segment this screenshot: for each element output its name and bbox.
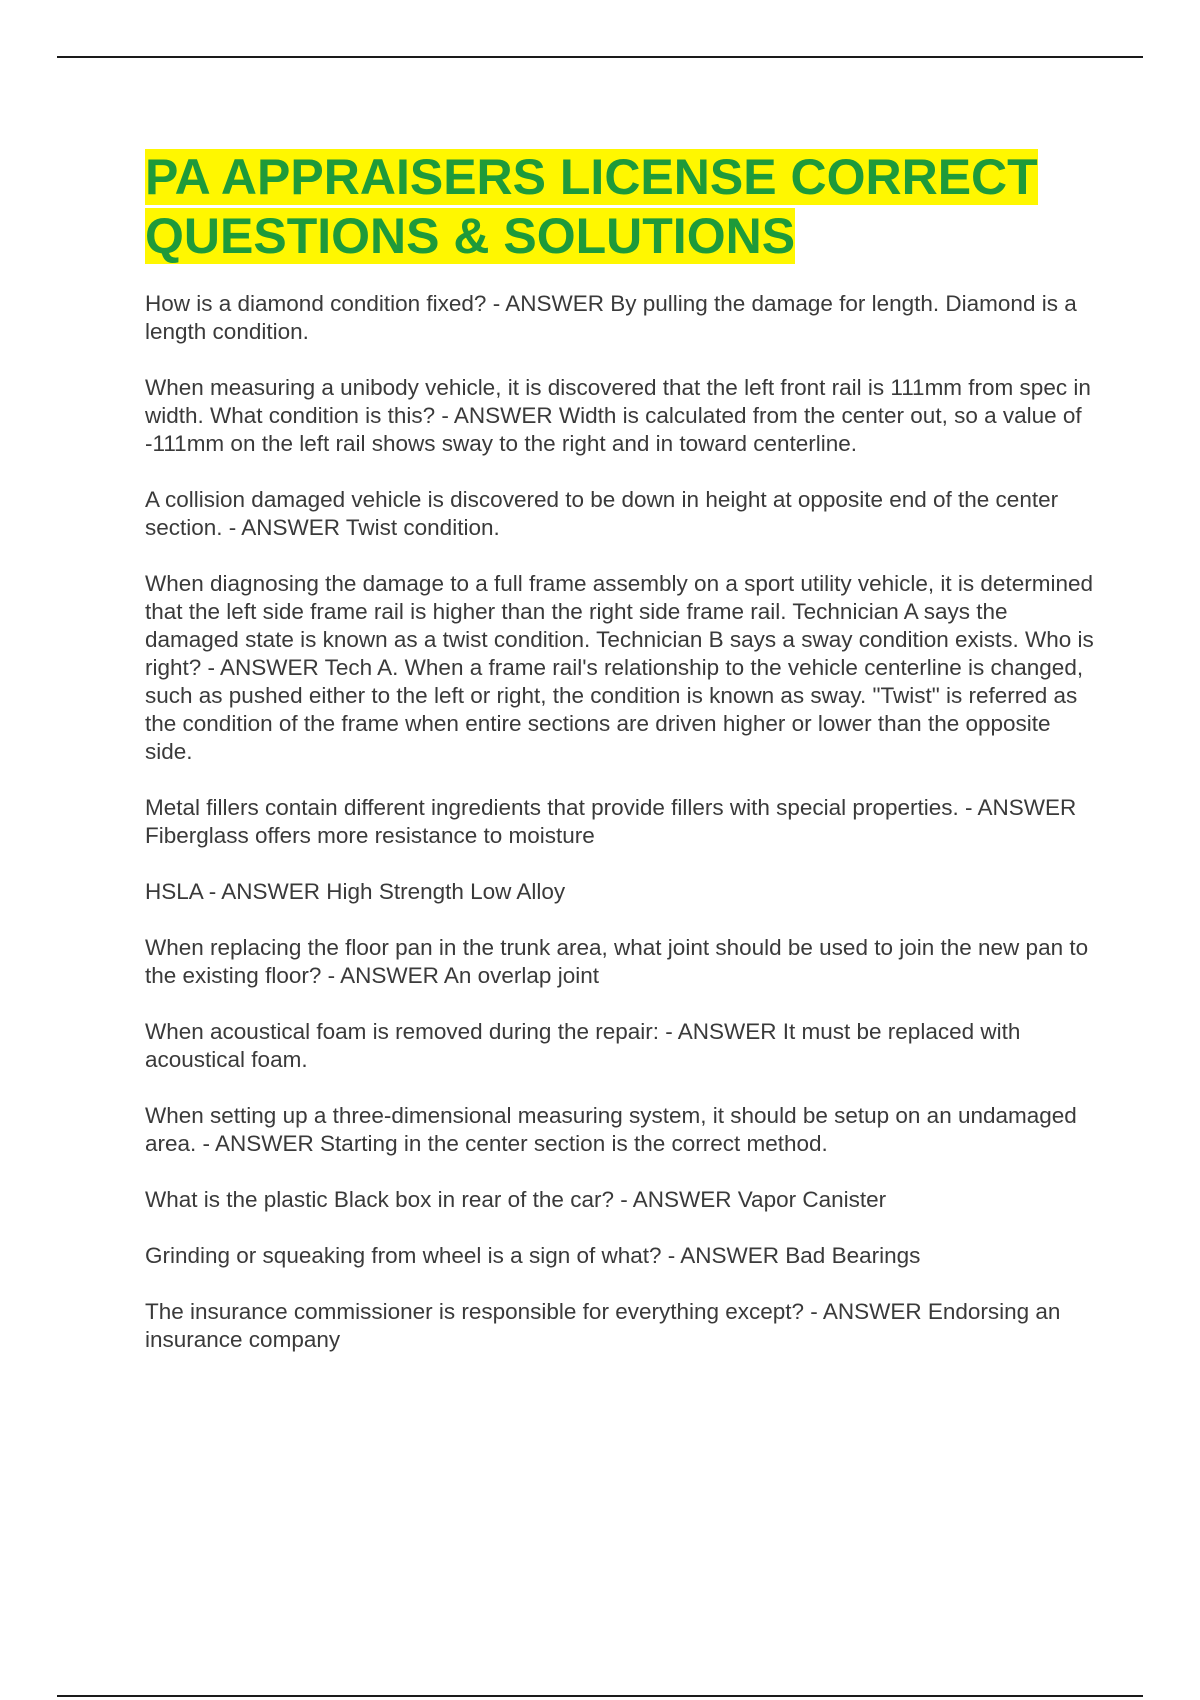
qa-entry: When setting up a three-dimensional measuring system, it should be setup on an undamaged area. - ANSWER Starting in the center section is the correct method. [145, 1103, 1077, 1156]
document-body [145, 148, 1095, 1382]
qa-entry: When acoustical foam is removed during the repair: - ANSWER It must be replaced with acoustical foam. [145, 1019, 1021, 1072]
qa-entry: HSLA - ANSWER High Strength Low Alloy [145, 879, 566, 904]
qa-entry: The insurance commissioner is responsible for everything except? - ANSWER Endorsing an insurance company [145, 1299, 1061, 1352]
qa-entry: Grinding or squeaking from wheel is a sign of what? - ANSWER Bad Bearings [145, 1243, 921, 1268]
top-rule [57, 56, 1143, 58]
qa-entry: When diagnosing the damage to a full frame assembly on a sport utility vehicle, it is determined that the left side frame rail is higher than the right side frame rail. Technician A says the damaged state is known as a twist condition. Technician B says a sway condition exists. Who is right? - ANSWER Tech A. When a frame rail's relationship to the vehicle centerline is changed, such as pushed either to the left or right, the condition is known as sway. "Twist" is referred as the condition of the frame when entire sections are driven higher or lower than the opposite side. [145, 571, 1094, 764]
qa-entry: When replacing the floor pan in the trunk area, what joint should be used to join the new pan to the existing floor? - ANSWER An overlap joint [145, 935, 1089, 988]
qa-entry: A collision damaged vehicle is discovered to be down in height at opposite end of the center section. - ANSWER Twist condition. [145, 487, 1059, 540]
qa-entry: What is the plastic Black box in rear of the car? - ANSWER Vapor Canister [145, 1187, 887, 1212]
qa-entry: How is a diamond condition fixed? - ANSWER By pulling the damage for length. Diamond is a length condition. [145, 291, 1077, 344]
bottom-rule [57, 1695, 1143, 1697]
document-title [145, 148, 1095, 266]
qa-entry: Metal fillers contain different ingredients that provide fillers with special properties. - ANSWER Fiberglass offers more resistance to moisture [145, 795, 1077, 848]
qa-entry: When measuring a unibody vehicle, it is discovered that the left front rail is 111mm from spec in width. What condition is this? - ANSWER Width is calculated from the center out, so a value of -111mm on the left rail shows sway to the right and in toward centerline. [145, 375, 1091, 456]
title-highlight: PA APPRAISERS LICENSE CORRECT QUESTIONS & SOLUTIONS [145, 149, 1038, 264]
